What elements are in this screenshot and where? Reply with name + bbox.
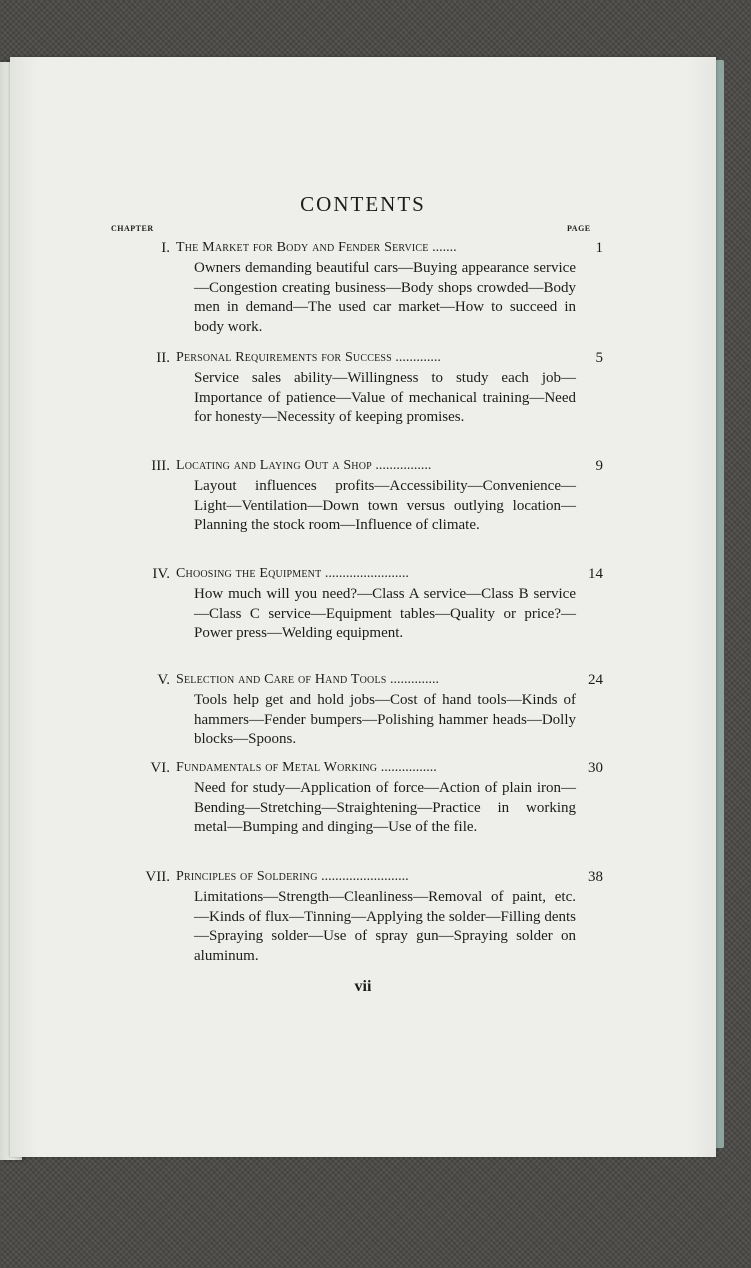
toc-entry-3	[110, 455, 605, 536]
page-folio: vii	[354, 978, 372, 995]
dot-leader: ..............	[386, 672, 440, 687]
dot-leader: .......	[428, 240, 457, 255]
chapter-heading: Fundamentals of Metal Working	[176, 760, 378, 775]
page-number: 5	[595, 350, 603, 366]
page-number: 14	[588, 566, 603, 582]
dot-leader: ........................	[321, 566, 409, 581]
page-title: CONTENTS	[300, 192, 426, 216]
page-number: 1	[595, 240, 603, 256]
dot-leader: .........................	[317, 869, 409, 884]
chapter-numeral: III.	[151, 458, 170, 474]
chapter-summary: Limitations—Strength—Cleanliness—Removal of paint, etc.—Kinds of flux—Tinning—Applying the solder—Filling dents—Spraying solder—Use of spray gun—Spraying solder on aluminum.	[194, 889, 576, 964]
toc-entry-2	[110, 347, 605, 428]
chapter-summary: Service sales ability—Willingness to study each job—Importance of patience—Value of mechanical training—Need for honesty—Necessity of keeping promises.	[194, 370, 576, 425]
chapter-heading: Locating and Laying Out a Shop	[176, 458, 372, 473]
chapter-numeral: VI.	[150, 760, 170, 776]
book-page	[10, 57, 716, 1157]
chapter-numeral: V.	[157, 672, 170, 688]
chapter-heading: Choosing the Equipment	[176, 566, 322, 581]
toc-entry-5	[110, 669, 605, 750]
chapter-summary: How much will you need?—Class A service—Class B service—Class C service—Equipment tables—Quality or price?—Power press—Welding equipment.	[194, 586, 576, 641]
chapter-heading: Personal Requirements for Success	[176, 350, 392, 365]
page-number: 24	[588, 672, 603, 688]
chapter-numeral: VII.	[145, 869, 170, 885]
chapter-heading: Selection and Care of Hand Tools	[176, 672, 387, 687]
page-number: 30	[588, 760, 603, 776]
page-column-head: PAGE	[567, 224, 591, 233]
chapter-summary: Layout influences profits—Accessibility—Convenience—Light—Ventilation—Down town versus outlying location—Planning the stock room—Influence of climate.	[194, 478, 576, 533]
toc-entry-1	[110, 237, 605, 337]
dot-leader: ................	[371, 458, 432, 473]
chapter-column-head: CHAPTER	[111, 224, 154, 233]
chapter-numeral: IV.	[152, 566, 170, 582]
chapter-heading: The Market for Body and Fender Service	[176, 240, 429, 255]
toc-entry-6	[110, 757, 605, 838]
chapter-summary: Owners demanding beautiful cars—Buying appearance service—Congestion creating business—Body shops crowded—Body men in demand—The used car market—How to succeed in body work.	[194, 260, 576, 335]
chapter-summary: Tools help get and hold jobs—Cost of hand tools—Kinds of hammers—Fender bumpers—Polishing hammer heads—Dolly blocks—Spoons.	[194, 692, 576, 747]
chapter-summary: Need for study—Application of force—Action of plain iron—Bending—Stretching—Straightening—Practice in working metal—Bumping and dinging—Use of the file.	[194, 780, 576, 835]
page-number: 38	[588, 869, 603, 885]
toc-entry-7	[110, 866, 605, 966]
chapter-heading: Principles of Soldering	[176, 869, 318, 884]
chapter-numeral: II.	[156, 350, 170, 366]
toc-entry-4	[110, 563, 605, 644]
dot-leader: .............	[391, 350, 441, 365]
dot-leader: ................	[377, 760, 437, 775]
chapter-numeral: I.	[161, 240, 170, 256]
page-number: 9	[595, 458, 603, 474]
